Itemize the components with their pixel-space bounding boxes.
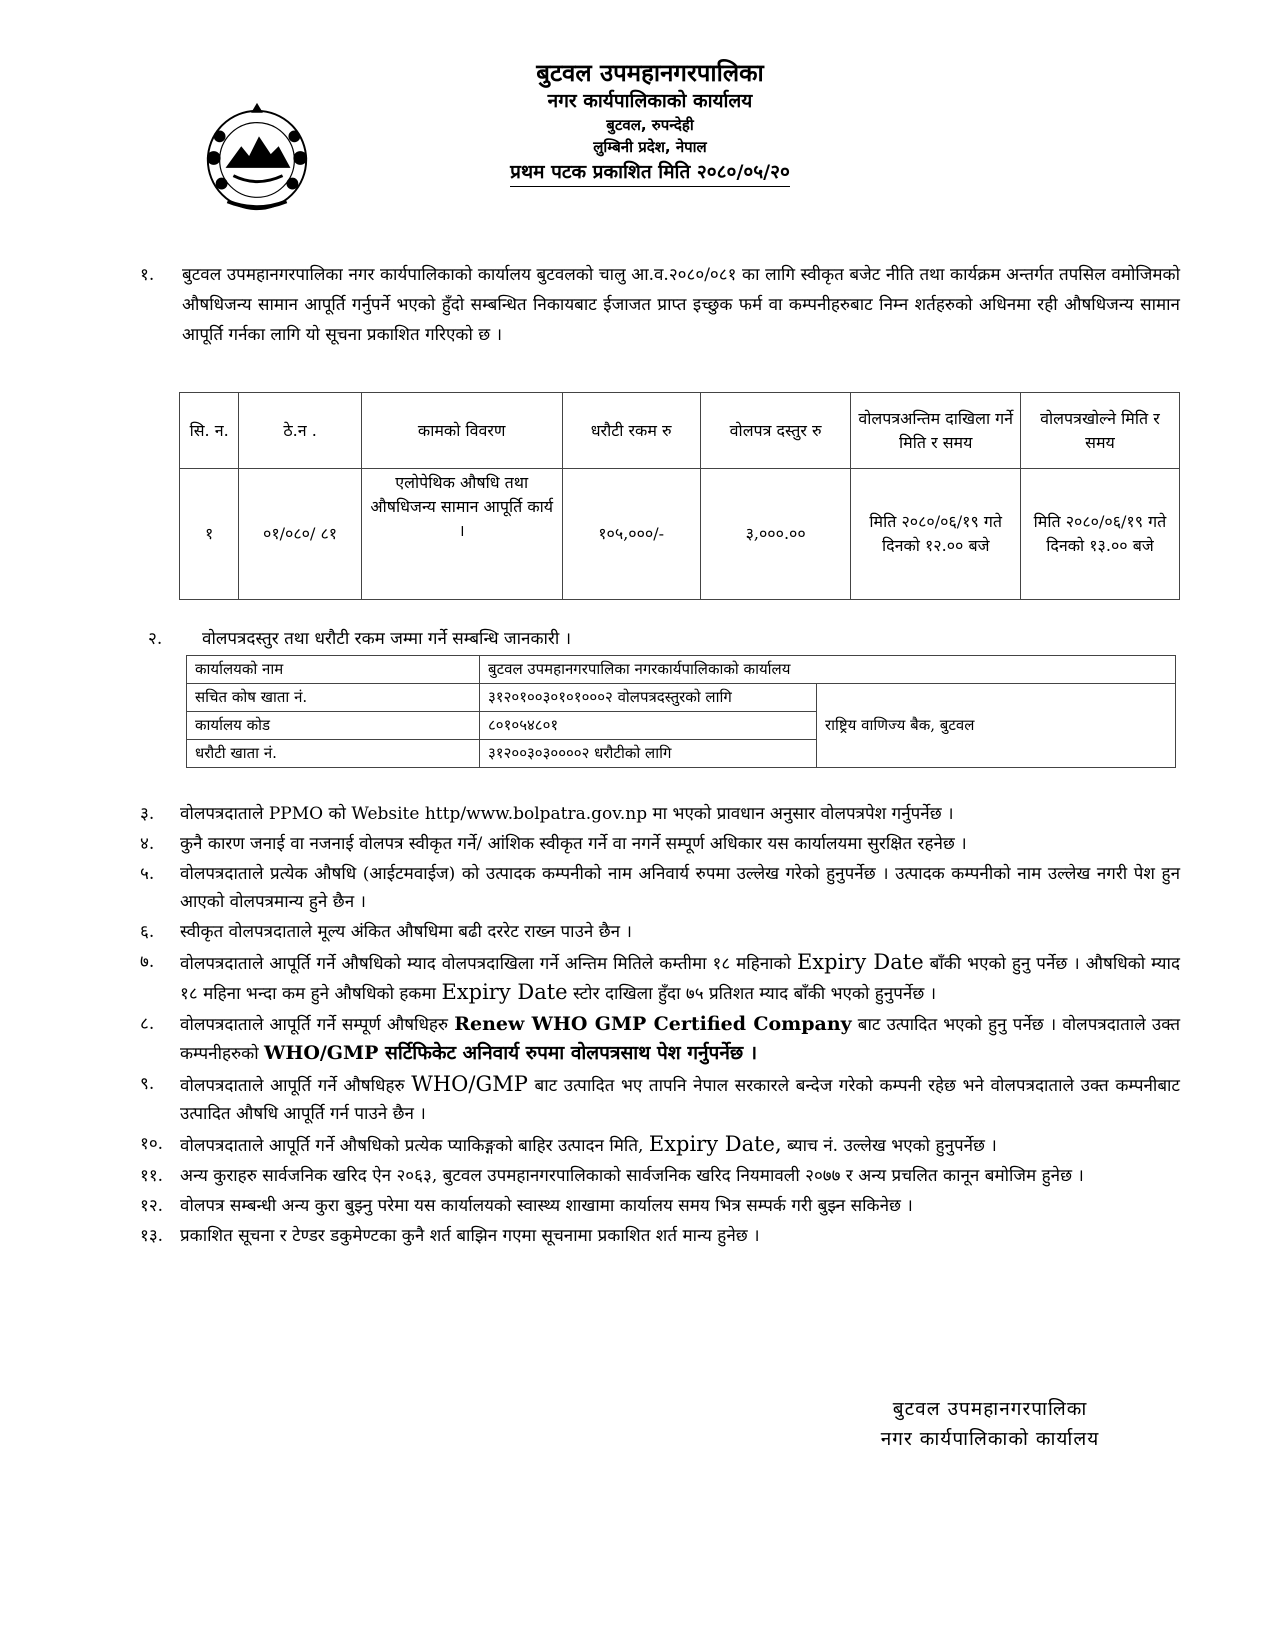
certification-requirement: WHO/GMP सर्टिफिकेट अनिवार्य रुपमा वोलपत्रसाथ पेश गर्नुपर्नेछ ।	[264, 1042, 758, 1064]
item-text: वोलपत्रदाताले प्रत्येक औषधि (आईटमवाईज) को उत्पादक कम्पनीको नाम अनिवार्य रुपमा उल्लेख गरेको हुनुपर्नेछ । उत्पादक कम्पनीको नाम उल्लेख नगरी पेश हुन आएको वोलपत्रमान्य हुने छैन ।	[180, 864, 1180, 912]
item-text: कुनै कारण जनाई वा नजनाई वोलपत्र स्वीकृत गर्ने/ आंशिक स्वीकृत गर्ने वा नगर्ने सम्पूर्ण अधिकार यस कार्यालयमा सुरक्षित रहनेछ ।	[180, 834, 967, 854]
who-gmp-text: WHO/GMP	[411, 1072, 528, 1096]
item-number: ९.	[140, 1074, 155, 1094]
intro-text: बुटवल उपमहानगरपालिका नगर कार्यपालिकाको कार्यालय बुटवलको चालु आ.व.२०८०/०८१ का लागि स्वीकृत बजेट नीति तथा कार्यक्रम अन्तर्गत तपसिल वमोजिमको औषधिजन्य सामान आपूर्ति गर्नुपर्ने भएको हुँदो सम्बन्धित निकायबाट ईजाजत प्राप्त इच्छुक फर्म वा कम्पनीहरुबाट निम्न शर्तहरुको अधिनमा रही औषधिजन्य सामान आपूर्ति गर्नका लागि यो सूचना प्रकाशित गरिएको छ ।	[182, 265, 1180, 345]
item-number: २.	[148, 629, 163, 649]
item-number: ७.	[140, 952, 155, 972]
deposit-title: वोलपत्रदस्तुर तथा धरौटी रकम जम्मा गर्ने सम्बन्धि जानकारी ।	[202, 629, 572, 649]
org-name: बुटवल उपमहानगरपालिका	[536, 59, 764, 87]
list-item	[140, 918, 1180, 946]
province: लुम्बिनी प्रदेश, नेपाल	[593, 138, 707, 156]
office-name: नगर कार्यपालिकाको कार्यालय	[547, 90, 753, 112]
item-text: वोलपत्रदाताले आपूर्ति गर्ने औषधिको म्याद वोलपत्रदाखिला गर्ने अन्तिम मितिले कम्तीमा १८ महिनाको	[180, 954, 792, 974]
conditions-list	[140, 800, 1180, 1252]
table-cell: कार्यालयको नाम	[187, 656, 480, 684]
item-text: वोलपत्रदाताले आपूर्ति गर्ने औषधिहरु	[180, 1076, 405, 1096]
table-cell: बुटवल उपमहानगरपालिका नगरकार्यपालिकाको कार्यालय	[480, 656, 1176, 684]
column-header: वोलपत्रअन्तिम दाखिला गर्ने मिति र समय	[851, 393, 1020, 469]
table-cell: धरौटी खाता नं.	[187, 740, 480, 768]
column-header: वोलपत्र दस्तुर रु	[700, 393, 851, 469]
expiry-date-text: Expiry Date	[441, 980, 568, 1004]
item-number: ६.	[140, 922, 155, 942]
item-number: १.	[140, 265, 155, 285]
list-item	[140, 1192, 1180, 1220]
table-row	[187, 684, 1176, 712]
document-header	[380, 58, 920, 187]
column-header: ठे.न .	[239, 393, 362, 469]
column-header: सि. न.	[180, 393, 239, 469]
table-cell: ०१/०८०/ ८१	[239, 469, 362, 600]
item-number: ८.	[140, 1014, 155, 1034]
item-text: वोलपत्रदाताले PPMO को Website http/www.bolpatra.gov.np मा भएको प्रावधान अनुसार वोलपत्रपेश गर्नुपर्नेछ ।	[180, 804, 954, 824]
item-text: ब्याच नं. उल्लेख भएको हुनुपर्नेछ ।	[787, 1136, 997, 1156]
table-cell: १	[180, 469, 239, 600]
item-text: वोलपत्रदाताले आपूर्ति गर्ने औषधिको प्रत्येक प्याकिङ्गको बाहिर उत्पादन मिति,	[180, 1136, 644, 1156]
item-number: ३.	[140, 804, 155, 824]
item-number: ११.	[140, 1166, 164, 1186]
list-item	[140, 830, 1180, 858]
item-text: वोलपत्रदाताले आपूर्ति गर्ने सम्पूर्ण औषधिहरु	[180, 1015, 449, 1035]
expiry-date-text: Expiry Date,	[648, 1132, 782, 1156]
list-item	[140, 1222, 1180, 1250]
item-text: बाट उत्पादित भए तापनि नेपाल सरकारले बन्देज गरेको कम्पनी रहेछ भने वोलपत्रदाताले उक्त कम्पनीबाट उत्पादित औषधि आपूर्ति गर्न पाउने छैन ।	[180, 1076, 1180, 1124]
nepal-emblem-icon	[198, 98, 316, 218]
list-item	[140, 1010, 1180, 1068]
table-cell: ८०१०५४८०१	[480, 712, 817, 740]
table-cell: सचित कोष खाता नं.	[187, 684, 480, 712]
item-number: ४.	[140, 834, 155, 854]
table-cell: ३,०००.००	[700, 469, 851, 600]
table-cell: ३१२०१००३०१०१०००२ वोलपत्रदस्तुरको लागि	[480, 684, 817, 712]
tender-table	[179, 392, 1180, 600]
signature-office: नगर कार्यपालिकाको कार्यालय	[880, 1428, 1100, 1450]
address: बुटवल, रुपन्देही	[606, 116, 694, 134]
table-cell: ३१२००३०३००००२ धरौटीको लागि	[480, 740, 817, 768]
list-item	[140, 800, 1180, 828]
table-cell: मिति २०८०/०६/१९ गते दिनको १३.०० बजे	[1020, 469, 1179, 600]
item-text: अन्य कुराहरु सार्वजनिक खरिद ऐन २०६३, बुटवल उपमहानगरपालिकाको सार्वजनिक खरिद नियमावली २०७७ र अन्य प्रचलित कानून बमोजिम हुनेछ ।	[180, 1166, 1084, 1186]
column-header: वोलपत्रखोल्ने मिति र समय	[1020, 393, 1179, 469]
item-number: १२.	[140, 1196, 164, 1216]
column-header: धरौटी रकम रु	[562, 393, 700, 469]
table-cell: मिति २०८०/०६/१९ गते दिनको १२.०० बजे	[851, 469, 1020, 600]
list-item	[140, 1130, 1180, 1160]
intro-paragraph	[140, 260, 1180, 350]
list-item	[140, 1162, 1180, 1190]
item-text: प्रकाशित सूचना र टेण्डर डकुमेण्टका कुनै शर्त बाझिन गएमा सूचनामा प्रकाशित शर्त मान्य हुनेछ ।	[180, 1226, 760, 1246]
item-text: स्वीकृत वोलपत्रदाताले मूल्य अंकित औषधिमा बढी दररेट राख्न पाउने छैन ।	[180, 922, 632, 942]
item-text: बाट उत्पादित भएको हुनु पर्नेछ । वोलपत्रदाताले उक्त कम्पनीहरुको	[180, 1015, 1181, 1064]
table-cell: एलोपेथिक औषधि तथा औषधिजन्य सामान आपूर्ति कार्य ।	[361, 469, 562, 600]
item-text: स्टोर दाखिला हुँदा ७५ प्रतिशत म्याद बाँकी भएको हुनुपर्नेछ ।	[573, 984, 937, 1004]
list-item	[140, 1070, 1180, 1128]
list-item	[140, 860, 1180, 916]
item-number: ५.	[140, 864, 155, 884]
table-cell: १०५,०००/-	[562, 469, 700, 600]
column-header: कामको विवरण	[361, 393, 562, 469]
table-cell: कार्यालय कोड	[187, 712, 480, 740]
certification-text: Renew WHO GMP Certified Company	[454, 1013, 852, 1035]
deposit-table	[186, 655, 1176, 768]
table-row	[180, 469, 1180, 600]
bank-name: राष्ट्रिय वाणिज्य बैक, बुटवल	[817, 684, 1176, 768]
item-text: बाँकी भएको हुनु पर्नेछ । औषधिको म्याद १८ महिना भन्दा कम हुने औषधिको हकमा	[180, 954, 1180, 1004]
item-number: १३.	[140, 1226, 164, 1246]
signature-org: बुटवल उपमहानगरपालिका	[892, 1398, 1088, 1420]
list-item	[140, 948, 1180, 1008]
expiry-date-text: Expiry Date	[796, 950, 924, 974]
publish-date: प्रथम पटक प्रकाशित मिति २०८०/०५/२०	[510, 158, 790, 187]
table-row	[187, 656, 1176, 684]
table-header-row	[180, 393, 1180, 469]
item-number: १०.	[140, 1134, 164, 1154]
signature-block	[800, 1394, 1180, 1454]
item-text: वोलपत्र सम्बन्धी अन्य कुरा बुझ्नु परेमा यस कार्यालयको स्वास्थ्य शाखामा कार्यालय समय भित्र सम्पर्क गरी बुझ्न सकिनेछ ।	[180, 1196, 913, 1216]
